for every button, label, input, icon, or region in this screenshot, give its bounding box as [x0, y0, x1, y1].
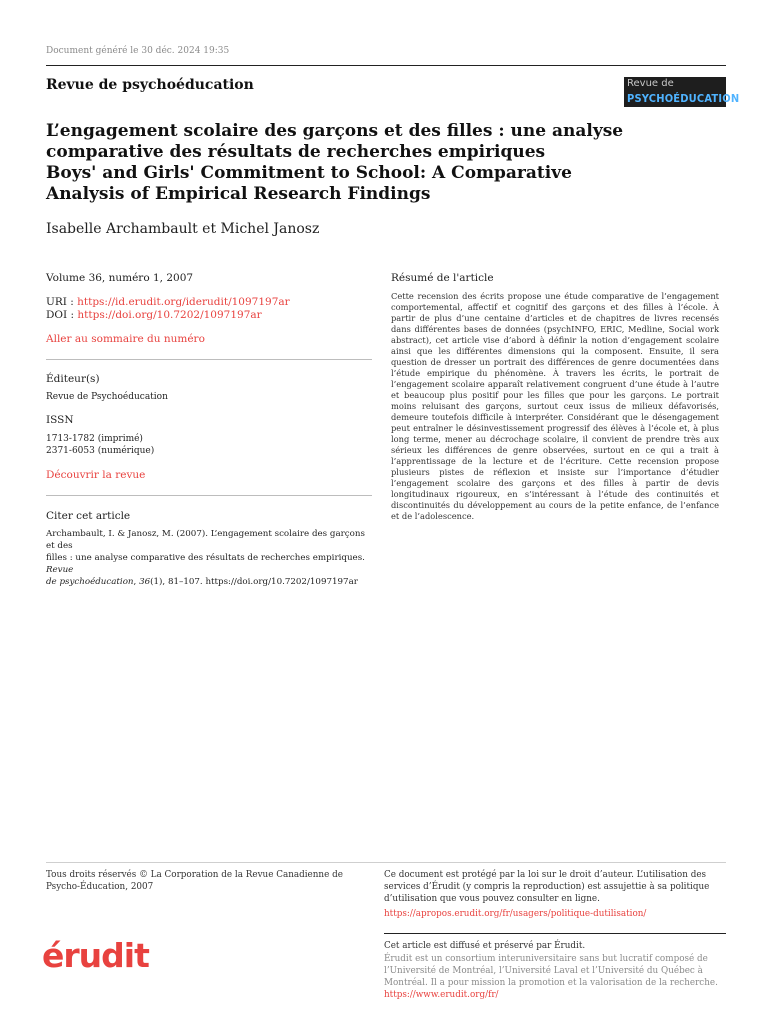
usage-notice — [384, 869, 724, 920]
title-fr-line-1: L’engagement scolaire des garçons et des filles : une analyse — [46, 121, 624, 141]
copyright-line-1: Tous droits réservés © La Corporation de la Revue Canadienne de — [46, 870, 343, 880]
doi-label: DOI : — [46, 309, 78, 321]
citation-journal: de psychoéducation — [46, 577, 134, 587]
logo-line-2: PSYCHOÉDUCATION — [627, 92, 740, 105]
publisher-value: Revue de Psychoéducation — [46, 392, 168, 402]
uri-row — [46, 296, 372, 309]
journal-name: Revue de psychoéducation — [46, 77, 254, 93]
usage-line-2: services d’Érudit (y compris la reproduction) est assujettie à sa politique — [384, 882, 710, 892]
copyright — [46, 869, 346, 893]
publisher-label: Éditeur(s) — [46, 373, 100, 385]
diffusion-line: Cet article est diffusé et préservé par Érudit. — [384, 941, 586, 951]
citation-text: (1), 81–107. https://doi.org/10.7202/1097197ar — [150, 577, 358, 587]
divider — [46, 495, 372, 496]
uri-label: URI : — [46, 296, 78, 308]
article-metadata — [46, 272, 372, 588]
citation-text: filles : une analyse comparative des résultats de recherches empiriques. — [46, 553, 365, 563]
article-titles — [46, 121, 736, 205]
citation-line-1: Archambault, I. & Janosz, M. (2007). L’engagement scolaire des garçons et des — [46, 529, 365, 551]
title-fr-line-2: comparative des résultats de recherches empiriques — [46, 142, 546, 162]
footer-divider — [46, 862, 726, 863]
abstract-text: Cette recension des écrits propose une étude comparative de l’engagement comportemental, affectif et cognitif des garçons et des filles à l’école. À partir de plus d’une centaine d’articles et de chapitres de livres recensés dans différentes bases de données (psychINFO, ERIC, Medline, Social work abstract), cet article vise d’abord à définir la notion d’engagement scolaire ainsi que les différentes dimensions qui la composent. Ensuite, il sera question de dresser un portrait des différences de genre documentées dans l’étude empirique du phénomène. À travers les écrits, le portrait de l’engagement scolaire apparaît relativement congruent d’une étude à l’autre et beaucoup plus positif pour les filles que pour les garçons. Le portrait moins reluisant des garçons, surtout ceux issus de milieux défavorisés, demeure toutefois difficile à interpréter. Considérant que le désengagement peut entraîner le désinvestissement progressif des élèves à l’école et, à plus long terme, mener au décrochage scolaire, il convient de prendre très aux sérieux les différences de genre observées, surtout en ce qui a trait à l’apprentissage de la lecture et de l’écriture. Cette recension propose plusieurs pistes de réflexion et insiste sur l’importance d’étudier l’engagement scolaire des garçons et des filles à partir de devis longitudinaux rigoureux, en s’intéressant à l’étude des continuités et discontinuités du développement au cours de la petite enfance, de l’enfance et de l’adolescence. — [391, 291, 719, 521]
consortium-line-1: Érudit est un consortium interuniversitaire sans but lucratif composé de — [384, 954, 708, 964]
top-divider — [46, 65, 726, 66]
consortium-line-2: l’Université de Montréal, l’Université Laval et l’Université du Québec à — [384, 966, 703, 976]
consortium-line-3: Montréal. Il a pour mission la promotion et la valorisation de la recherche. — [384, 978, 718, 988]
footer-divider — [384, 933, 726, 934]
abstract-section — [391, 272, 719, 522]
issn-print: 1713-1782 (imprimé) — [46, 434, 143, 444]
citation-volume: 36 — [139, 577, 151, 587]
citation — [46, 528, 372, 588]
citation-journal: Revue — [46, 565, 74, 575]
volume-info: Volume 36, numéro 1, 2007 — [46, 272, 194, 284]
title-en-line-2: Analysis of Empirical Research Findings — [46, 184, 431, 204]
journal-logo[interactable] — [624, 77, 740, 107]
title-en-line-1: Boys' and Girls' Commitment to School: A Comparative — [46, 163, 572, 183]
usage-line-3: d’utilisation que vous pouvez consulter en ligne. — [384, 894, 600, 904]
issn-digital: 2371-6053 (numérique) — [46, 446, 155, 456]
copyright-line-2: Psycho-Éducation, 2007 — [46, 882, 154, 892]
issn-label: ISSN — [46, 414, 74, 426]
doi-link[interactable]: https://doi.org/10.7202/1097197ar — [77, 309, 262, 321]
usage-line-1: Ce document est protégé par la loi sur le droit d’auteur. L’utilisation des — [384, 870, 707, 880]
generated-date: Document généré le 30 déc. 2024 19:35 — [46, 46, 230, 56]
doi-row — [46, 309, 372, 322]
discover-link[interactable]: Découvrir la revue — [46, 469, 146, 481]
usage-policy-link[interactable]: https://apropos.erudit.org/fr/usagers/politique-dutilisation/ — [384, 909, 647, 919]
logo-line-1: Revue de — [627, 78, 674, 89]
erudit-link[interactable]: https://www.erudit.org/fr/ — [384, 990, 499, 1000]
abstract-label: Résumé de l'article — [391, 272, 494, 284]
divider — [46, 359, 372, 360]
toc-link[interactable]: Aller au sommaire du numéro — [46, 333, 205, 345]
uri-link[interactable]: https://id.erudit.org/iderudit/1097197ar — [77, 296, 290, 308]
authors: Isabelle Archambault et Michel Janosz — [46, 221, 320, 237]
erudit-logo[interactable]: érudit — [42, 936, 149, 975]
citation-line-3 — [46, 576, 372, 588]
erudit-notice — [384, 940, 724, 1001]
citation-line-2 — [46, 552, 372, 576]
cite-label: Citer cet article — [46, 510, 131, 522]
citation-text: , — [133, 577, 140, 587]
